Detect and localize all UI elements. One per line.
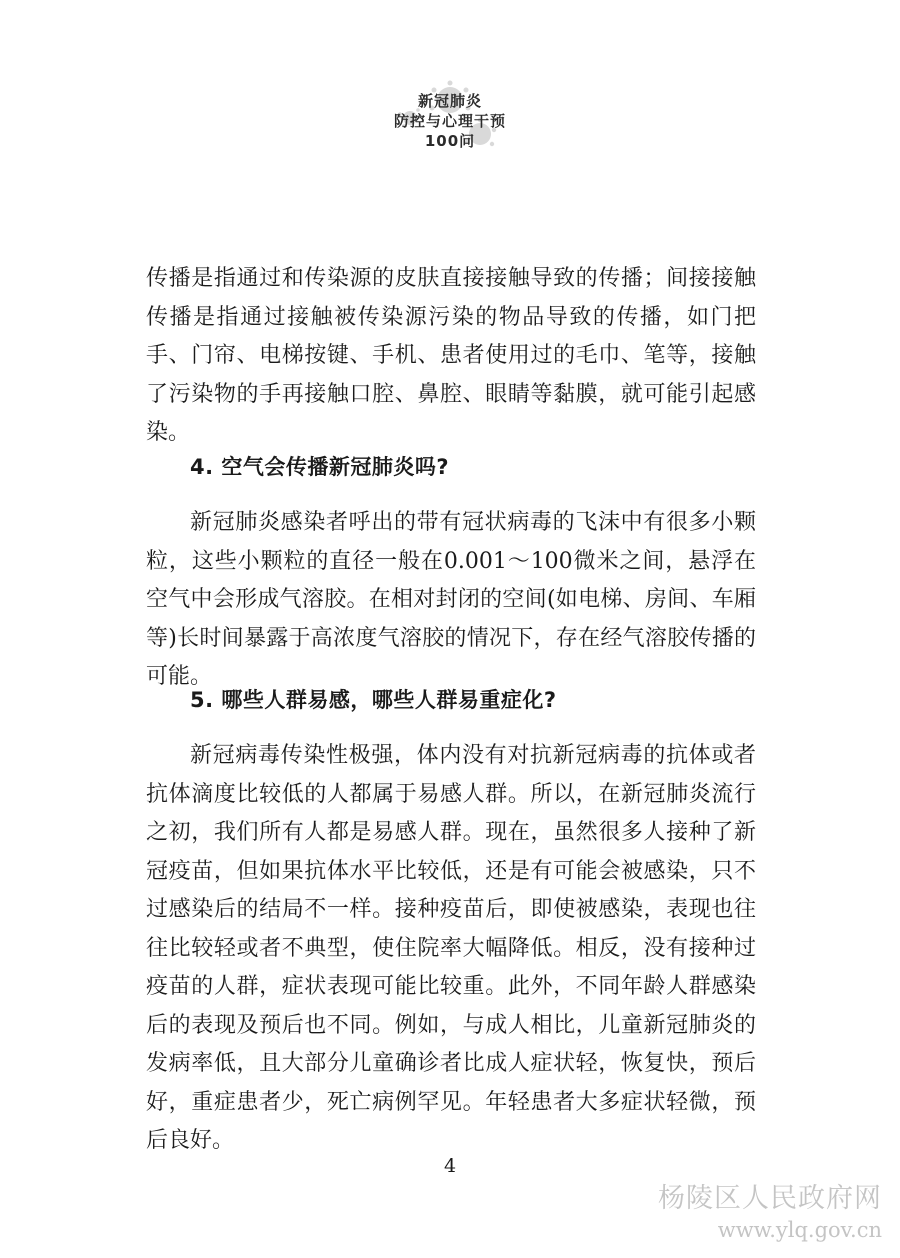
watermark-site-name: 杨陵区人民政府网 xyxy=(658,1183,882,1214)
book-logo xyxy=(380,78,520,160)
logo-title-line3: 100问 xyxy=(424,132,476,150)
logo-title-line2: 防控与心理干预 xyxy=(393,112,506,130)
page-number: 4 xyxy=(443,1155,457,1177)
question-5-heading: 5. 哪些人群易感，哪些人群易重症化? xyxy=(190,688,557,712)
question-5-answer: 新冠病毒传染性极强，体内没有对抗新冠病毒的抗体或者抗体滴度比较低的人都属于易感人群。所以，在新冠肺炎流行之初，我们所有人都是易感人群。现在，虽然很多人接种了新冠疫苗，但如果抗体水平比较低，还是有可能会被感染，只不过感染后的结局不一样。接种疫苗后，即使被感染，表现也往往比较轻或者不典型，使住院率大幅降低。相反，没有接种过疫苗的人群，症状表现可能比较重。此外，不同年龄人群感染后的表现及预后也不同。例如，与成人相比，儿童新冠肺炎的发病率低，且大部分儿童确诊者比成人症状轻，恢复快，预后好，重症患者少，死亡病例罕见。年轻患者大多症状轻微，预后良好。 xyxy=(146,743,756,1153)
watermark-url: www.ylq.gov.cn xyxy=(717,1218,882,1242)
continuation-paragraph: 传播是指通过和传染源的皮肤直接接触导致的传播；间接接触传播是指通过接触被传染源污染的物品导致的传播，如门把手、门帘、电梯按键、手机、患者使用过的毛巾、笔等，接触了污染物的手再接触口腔、鼻腔、眼睛等黏膜，就可能引起感染。 xyxy=(146,266,756,445)
site-watermark xyxy=(658,1182,882,1244)
question-4-answer: 新冠肺炎感染者呼出的带有冠状病毒的飞沫中有很多小颗粒，这些小颗粒的直径一般在0.001～100微米之间，悬浮在空气中会形成气溶胶。在相对封闭的空间(如电梯、房间、车厢等)长时间暴露于高浓度气溶胶的情况下，存在经气溶胶传播的可能。 xyxy=(146,510,756,689)
logo-title-line1: 新冠肺炎 xyxy=(417,92,482,110)
question-4-heading: 4. 空气会传播新冠肺炎吗? xyxy=(190,455,450,479)
